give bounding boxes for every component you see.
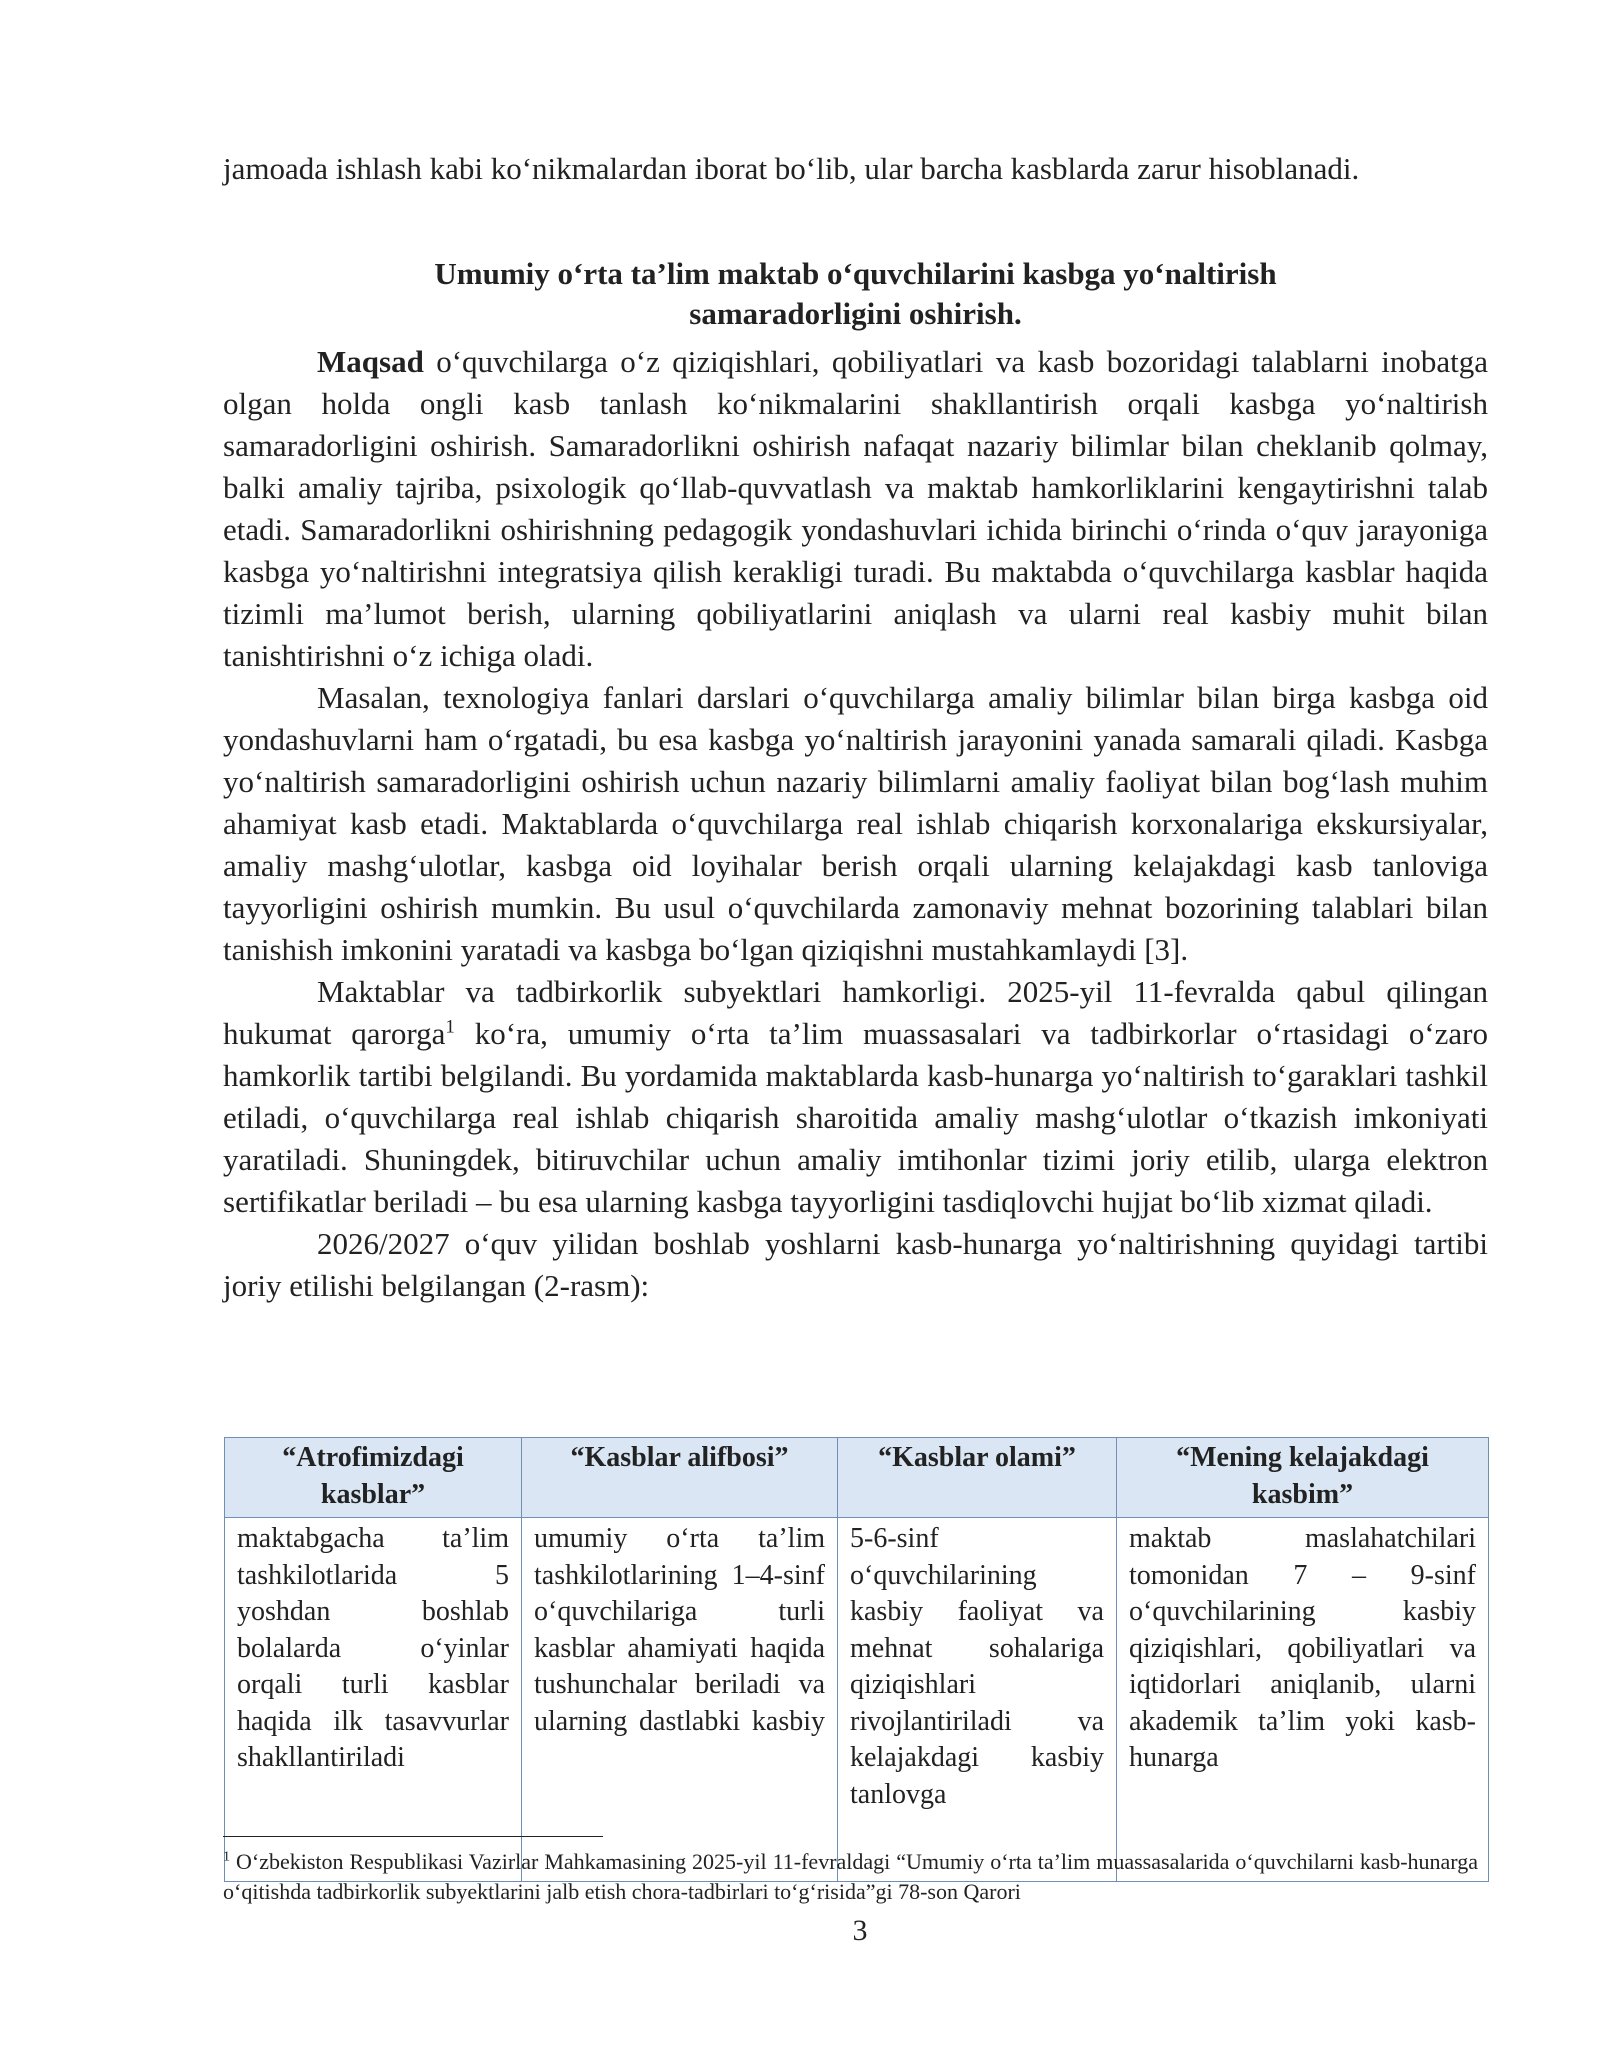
footnote: [223, 1847, 1478, 1907]
table-cell-text: umumiy o‘rta ta’lim tashkilotlarining 1–4-sinf o‘quvchilariga turli kasblar ahamiyati haqida tushunchalar beriladi va ularning dastlabki kasbiy: [534, 1523, 825, 1737]
table-header-cell: “Kasblar alifbosi”: [522, 1438, 838, 1518]
continuation-paragraph: jamoada ishlash kabi ko‘nikmalardan iborat bo‘lib, ular barcha kasblarda zarur hisoblanadi.: [223, 151, 1360, 186]
paragraph-partnership: [223, 971, 1488, 1223]
table-cell-text: maktabgacha ta’lim tashkilotlarida 5 yoshdan boshlab bolalarda o‘yinlar orqali turli kasblar haqida ilk tasavvurlar shakllantiriladi: [237, 1523, 509, 1773]
table-header-cell: “Atrofimizdagi kasblar”: [225, 1438, 522, 1518]
table-cell: [838, 1518, 1117, 1882]
body-text: [223, 341, 1488, 1307]
paragraph-goal: [223, 341, 1488, 677]
heading-line-1: Umumiy o‘rta ta’lim maktab o‘quvchilarini kasbga yo‘naltirish: [434, 256, 1277, 291]
section-heading: [223, 254, 1488, 334]
page-number: 3: [852, 1914, 868, 1947]
table-cell-text: maktab maslahatchilari tomonidan 7 – 9-sinf o‘quvchilarining kasbiy qiziqishlari, qobiliyatlari va iqtidorlari aniqlanib, ularni akademik ta’lim yoki kasb-hunarga: [1129, 1523, 1476, 1773]
paragraph-partnership-start: Maktablar va tadbirkorlik subyektlari hamkorligi. 2025-yil 11-fevralda qabul qilingan hukumat qarorga: [223, 974, 1488, 1051]
career-stages-table: [224, 1437, 1489, 1882]
continuation-block: [223, 148, 1488, 190]
footnote-separator: [223, 1836, 603, 1837]
footnote-mark: 1: [223, 1849, 230, 1865]
table-header-row: [225, 1438, 1489, 1518]
table-header-cell: “Mening kelajakdagi kasbim”: [1117, 1438, 1489, 1518]
table-header-cell: “Kasblar olami”: [838, 1438, 1117, 1518]
heading-line-2: samaradorligini oshirish.: [689, 296, 1022, 331]
paragraph-goal-text: o‘quvchilarga o‘z qiziqishlari, qobiliyatlari va kasb bozoridagi talablarni inobatga olgan holda ongli kasb tanlash ko‘nikmalarini shakllantirish orqali kasbga yo‘naltirish samaradorligini oshirish. Samaradorlikni oshirish nafaqat nazariy bilimlar bilan cheklanib qolmay, balki amaliy tajriba, psixologik qo‘llab-quvvatlash va maktab hamkorliklarini kengaytirishni talab etadi. Samaradorlikni oshirishning pedagogik yondashuvlari ichida birinchi o‘rinda o‘quv jarayoniga kasbga yo‘naltirishni integratsiya qilish kerakligi turadi. Bu maktabda o‘quvchilarga kasblar haqida tizimli ma’lumot berish, ularning qobiliyatlarini aniqlash va ularni real kasbiy muhit bilan tanishtirishni o‘z ichiga oladi.: [223, 344, 1488, 673]
table-cell: [1117, 1518, 1489, 1882]
table-cell-text: 5-6-sinf o‘quvchilarining kasbiy faoliyat va mehnat sohalariga qiziqishlari rivojlantiriladi va kelajakdagi kasbiy tanlovga: [850, 1523, 1104, 1810]
career-stages-table-wrap: [224, 1437, 1488, 1882]
table-cell: [225, 1518, 522, 1882]
paragraph-example: Masalan, texnologiya fanlari darslari o‘quvchilarga amaliy bilimlar bilan birga kasbga oid yondashuvlarni ham o‘rgatadi, bu esa kasbga yo‘naltirish jarayonini yanada samarali qiladi. Kasbga yo‘naltirish samaradorligini oshirish uchun nazariy bilimlarni amaliy faoliyat bilan bog‘lash muhim ahamiyat kasb etadi. Maktablarda o‘quvchilarga real ishlab chiqarish korxonalariga ekskursiyalar, amaliy mashg‘ulotlar, kasbga oid loyihalar berish orqali ularning kelajakdagi kasb tanloviga tayyorligini oshirish mumkin. Bu usul o‘quvchilarda zamonaviy mehnat bozorining talablari bilan tanishish imkonini yaratadi va kasbga bo‘lgan qiziqishni mustahkamlaydi [3].: [223, 680, 1488, 967]
paragraph-lead-term: Maqsad: [317, 344, 424, 379]
table-cell: [522, 1518, 838, 1882]
footnote-text: O‘zbekiston Respublikasi Vazirlar Mahkamasining 2025-yil 11-fevraldagi “Umumiy o‘rta ta’lim muassasalarida o‘quvchilarni kasb-hunarga o‘qitishda tadbirkorlik subyektlarini jalb etish chora-tadbirlari to‘g‘risida”gi 78-son Qarori: [223, 1849, 1478, 1904]
footnote-reference[interactable]: 1: [445, 1016, 455, 1038]
paragraph-schedule: 2026/2027 o‘quv yilidan boshlab yoshlarni kasb-hunarga yo‘naltirishning quyidagi tartibi joriy etilishi belgilangan (2-rasm):: [223, 1226, 1488, 1303]
paragraph-partnership-end: ko‘ra, umumiy o‘rta ta’lim muassasalari va tadbirkorlar o‘rtasidagi o‘zaro hamkorlik tartibi belgilandi. Bu yordamida maktablarda kasb-hunarga yo‘naltirish to‘garaklari tashkil etiladi, o‘quvchilarga real ishlab chiqarish sharoitida amaliy mashg‘ulotlar o‘tkazish imkoniyati yaratiladi. Shuningdek, bitiruvchilar uchun amaliy imtihonlar tizimi joriy etilib, ularga elektron sertifikatlar beriladi – bu esa ularning kasbga tayyorligini tasdiqlovchi hujjat bo‘lib xizmat qiladi.: [223, 1016, 1488, 1219]
table-row: [225, 1518, 1489, 1882]
